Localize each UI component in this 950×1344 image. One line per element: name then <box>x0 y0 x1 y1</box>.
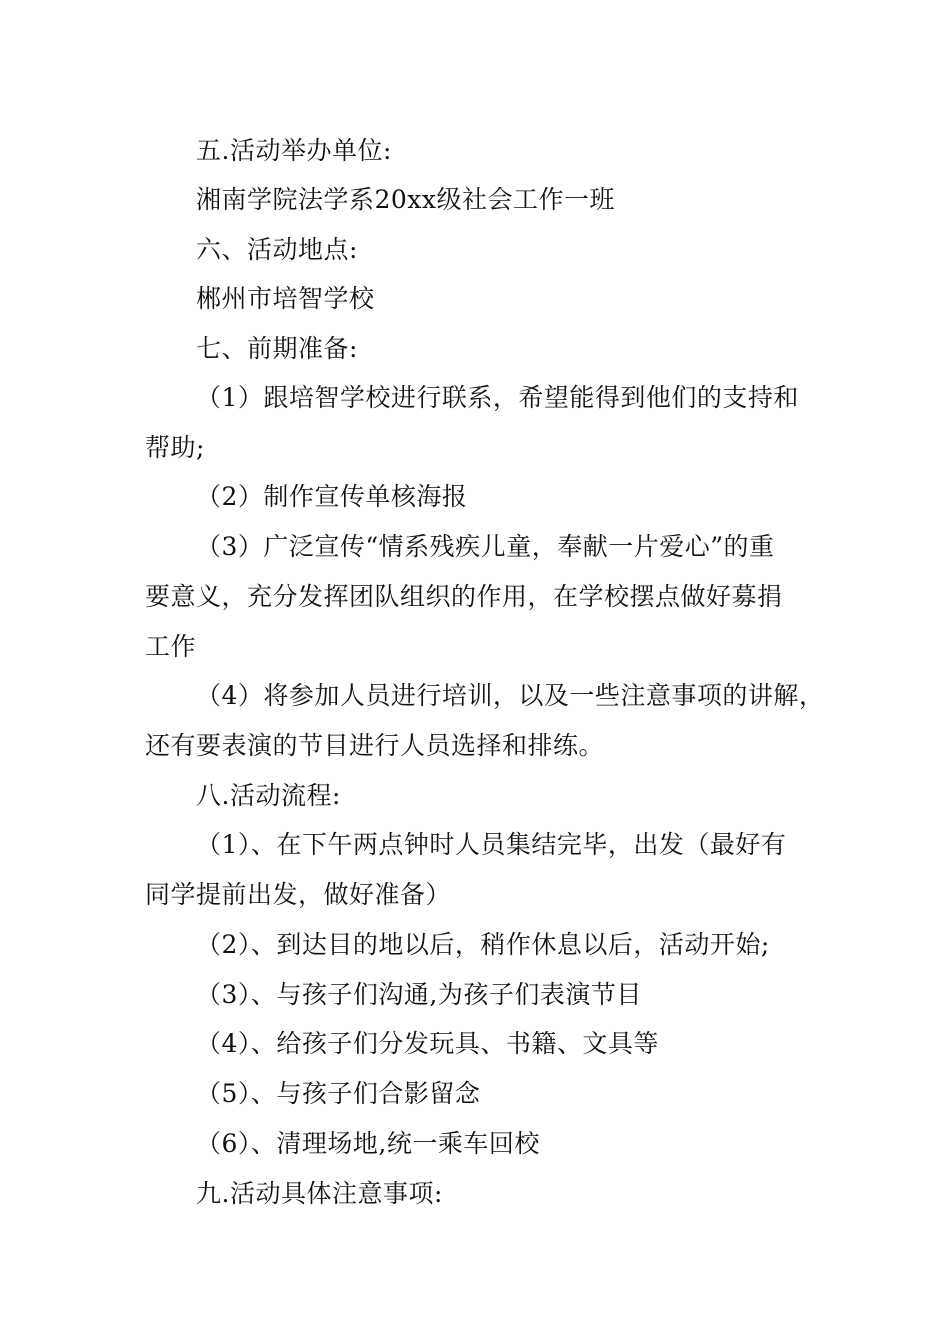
list-item: （5）、与孩子们合影留念 <box>196 1079 481 1108</box>
list-item: （6）、清理场地,统一乘车回校 <box>196 1129 540 1158</box>
list-item-continuation: 工作 <box>145 632 197 661</box>
list-item-continuation: 要意义，充分发挥团队组织的作用，在学校摆点做好募捐 <box>145 582 783 611</box>
section-heading: 六、活动地点: <box>196 235 358 264</box>
list-item: （3）、与孩子们沟通,为孩子们表演节目 <box>196 980 642 1009</box>
paragraph-line: 郴州市培智学校 <box>196 284 375 313</box>
list-item: （1）、在下午两点钟时人员集结完毕，出发（最好有 <box>196 830 787 859</box>
list-item-continuation: 还有要表演的节目进行人员选择和排练。 <box>145 731 605 760</box>
list-item-continuation: 同学提前出发，做好准备） <box>145 880 452 909</box>
list-item: （1）跟培智学校进行联系，希望能得到他们的支持和 <box>196 383 799 412</box>
list-item: （4）将参加人员进行培训，以及一些注意事项的讲解， <box>196 681 825 710</box>
list-item-continuation: 帮助; <box>145 433 205 462</box>
list-item: （4）、给孩子们分发玩具、书籍、文具等 <box>196 1029 659 1058</box>
list-item: （2）、到达目的地以后，稍作休息以后，活动开始; <box>196 930 770 959</box>
section-heading: 七、前期准备: <box>196 334 358 363</box>
section-heading: 八.活动流程: <box>196 781 341 810</box>
list-item: （3）广泛宣传“情系残疾儿童，奉献一片爱心”的重 <box>196 532 775 561</box>
section-heading: 九.活动具体注意事项: <box>196 1179 443 1208</box>
list-item: （2）制作宣传单核海报 <box>196 482 468 511</box>
section-heading: 五.活动举办单位: <box>196 136 392 165</box>
paragraph-line: 湘南学院法学系20xx级社会工作一班 <box>196 185 616 214</box>
